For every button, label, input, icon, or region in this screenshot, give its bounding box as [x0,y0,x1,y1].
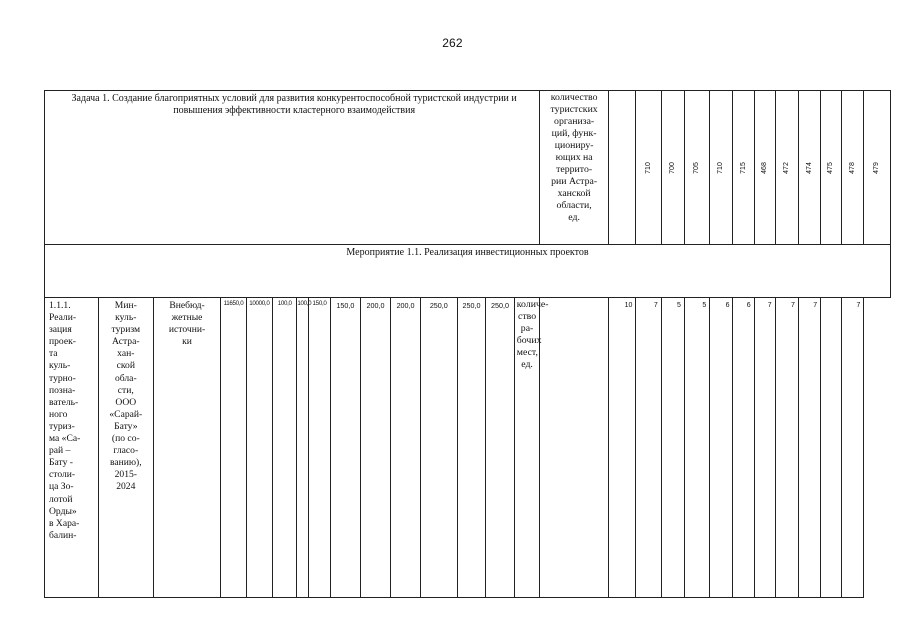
item-executor-cell [98,298,153,598]
item-executor-line: «Сарай- [109,408,143,420]
item-value: 7 [791,302,795,309]
item-fin-value: 250,0 [462,301,481,310]
task-indicator-cell [540,91,609,245]
task-value-cell [842,91,864,245]
item-name-line: куль- [49,360,71,372]
task-value: 478 [848,161,856,174]
item-indicator-line: мест, [516,347,538,358]
item-value-cell [842,298,864,598]
task-value-cell [661,91,684,245]
item-fin-cell [360,298,391,598]
item-name-cell [45,298,99,598]
item-name-line: Орды» [49,505,77,517]
item-name-line: турно- [49,372,76,384]
item-value: 7 [856,302,861,309]
item-fin-value: 250,0 [491,301,510,310]
item-executor-line: ванию), [109,457,142,469]
item-value: 7 [653,302,658,309]
item-executor-line: 2015- [114,469,137,481]
item-name-line: в Хара- [49,517,80,529]
item-fin-cell [246,298,272,598]
item-executor-line: Астра- [112,336,140,348]
item-value: 6 [746,302,751,309]
item-value [821,298,841,300]
item-fin-value: 11650,0 [223,300,244,307]
measure-title-cell [45,245,891,298]
item-value-cell [821,298,842,598]
task-indicator [540,91,608,225]
item-executor-line: туризм [111,324,141,336]
item-fin-value: 10000,0 [249,300,270,307]
item-fin-value: 200,0 [396,301,415,310]
item-value-cell [608,298,635,598]
item-fin-value: 100,0 [277,300,292,307]
page-number: 262 [442,36,463,50]
item-value-cell [775,298,798,598]
task-value-cell [684,91,709,245]
item-indicator-line: ство ра- [518,311,537,334]
task-title: Задача 1. Создание благоприятных условий для развития конкурентоспособной туристской индустрии и повышения эффективности кластерного взаимодействия [71,93,517,116]
task-indicator-line: ханской [557,188,591,199]
item-value: 10 [624,302,633,309]
task-title-cell [45,91,540,245]
item-executor-line: ской [116,360,135,372]
item-name-line: зация [49,324,72,336]
item-executor-line: гласо- [113,445,139,457]
item-value-cell [540,298,609,598]
item-value-cell [754,298,775,598]
item-executor-line: Бату» [114,420,138,432]
task-value: 710 [717,161,725,174]
item-indicator-line: бочих [516,335,542,346]
program-table [44,90,891,598]
task-value: 474 [805,161,813,174]
item-fin-cell [331,298,361,598]
item-value-cell [661,298,684,598]
task-value: 468 [760,161,768,174]
item-executor-line: ООО [115,396,137,408]
item-indicator [515,298,549,372]
item-source-cell [153,298,221,598]
item-name-line: ма «Са- [49,433,81,445]
item-source-line: источни- [168,324,206,336]
item-fin-value: 100,0 [297,300,312,307]
item-fin-value: 150,0 [312,300,327,307]
item-name-line: ватель- [49,396,79,408]
task-value-cell [710,91,733,245]
task-indicator-line: рии Астра- [551,176,598,187]
task-value: 475 [827,161,835,174]
item-value: 5 [677,302,681,309]
task-indicator-line: организа- [554,116,595,127]
task-indicator-line: области, [556,200,592,211]
item-fin-cell [221,298,246,598]
task-indicator-line: террито- [556,164,593,175]
item-fin-cell [297,298,312,598]
task-row [45,91,891,245]
item-name-line: проек- [49,336,76,348]
item-source-line: ки [182,336,192,348]
measure-title: Мероприятие 1.1. Реализация инвестиционных проектов [346,247,589,258]
item-value-cell [684,298,709,598]
item-name-line: позна- [49,384,76,396]
item-fin-cell [391,298,421,598]
item-executor-line: сти, [117,384,134,396]
item-value: 7 [813,302,818,309]
task-value-cell [864,91,891,245]
item-name-line: Реали- [49,312,77,324]
item-name-line: рай – [49,445,71,457]
item-source-line: Внебюд- [169,300,205,311]
item-indicator-line: ед. [521,359,533,370]
item-fin-cell [273,298,297,598]
task-indicator-line: ющих на [555,152,593,163]
item-source [154,298,221,350]
item-fin-cell [420,298,457,598]
task-indicator-line: циониру- [554,140,594,151]
task-indicator-line: ций, функ- [551,128,597,139]
item-name-line: лотой [49,493,73,505]
task-value-cell [775,91,798,245]
task-indicator-line: количество [550,92,598,103]
item-name-line: та [49,348,58,360]
item-name-line: туриз- [49,420,75,432]
task-value: 705 [693,161,701,174]
item-name-line: ного [49,408,68,420]
item-executor-line: обла- [114,372,137,384]
item-executor-line: 2024 [116,481,136,493]
task-value: 472 [783,161,791,174]
item-value-cell [798,298,820,598]
task-value: 700 [669,161,677,174]
task-value-cell [798,91,820,245]
item-value [540,298,608,300]
item-executor-line: Мин- [114,300,137,311]
item-value-cell [636,298,661,598]
item-name-line: ца Зо- [49,481,74,493]
item-fin-cell [457,298,486,598]
item-row [45,298,891,598]
item-fin-value: 200,0 [366,301,385,310]
task-value: 715 [739,161,747,174]
task-indicator-line: ед. [568,212,580,223]
item-executor [99,298,153,496]
item-name-line: Бату - [49,457,73,469]
task-value-cell [821,91,842,245]
item-fin-value: 250,0 [429,301,448,310]
task-value-cell [608,91,635,245]
task-value: 710 [644,161,652,174]
task-value: 479 [873,161,881,174]
item-value: 6 [725,302,730,309]
item-name [45,298,98,544]
item-indicator-line: количе- [516,299,549,310]
task-value-cell [733,91,754,245]
item-fin-cell [308,298,330,598]
measure-row [45,245,891,298]
task-value-cell [636,91,661,245]
item-value-cell [710,298,733,598]
item-indicator-cell [514,298,549,598]
task-value-cell [754,91,775,245]
item-name-line: балин- [49,529,77,541]
item-value: 5 [702,302,707,309]
item-name-line: столи- [49,469,76,481]
item-source-line: жетные [171,312,203,324]
item-executor-line: куль- [115,312,137,324]
item-value: 7 [767,302,772,309]
item-name-line: 1.1.1. [49,300,71,311]
item-fin-cell [486,298,515,598]
item-value-cell [733,298,754,598]
item-fin-value: 150,0 [336,301,355,310]
task-indicator-line: туристских [550,104,598,115]
item-executor-line: (по со- [111,433,140,445]
item-executor-line: хан- [117,348,135,360]
